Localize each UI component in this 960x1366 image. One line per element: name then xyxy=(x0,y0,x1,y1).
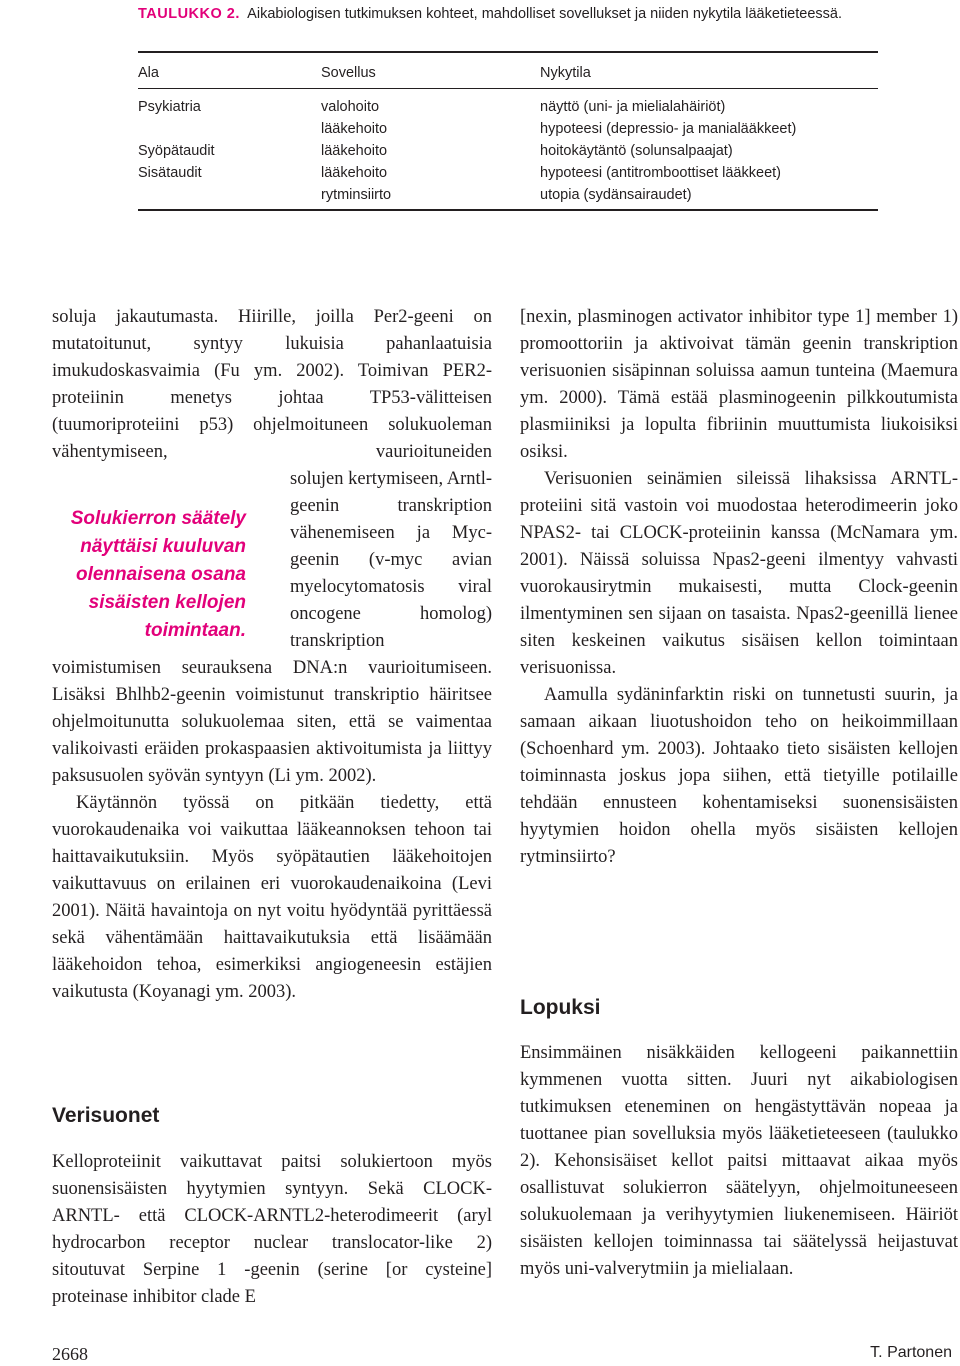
body-paragraph: Ensimmäinen nisäkkäiden kellogeeni paikannettiin kymmenen vuotta sitten. Juuri nyt aikabiologisen tutkimuksen eteneminen on hengästyttävän nopeaa ja tuottanee pian sovelluksia myös lääketieteeseen (taulukko 2). Kehonsisäiset kellot paitsi mittaavat aikaa myös osallistuvat solukierron säätelyyn, ohjelmoituneeseen solukuolemaan ja verihyytymien liukenemiseen. Häiriöt sisäisten kellojen toiminnassa tai säätelyssä heijastuvat myös uni-valverytmiin ja mielialaan. xyxy=(520,1043,958,1279)
table-cell: Psykiatria xyxy=(138,99,201,115)
body-paragraph: Kelloproteiinit vaikuttavat paitsi solukiertoon myös suonensisäisten hyytymien syntyyn. Sekä CLOCK-ARNTL- että CLOCK-ARNTL2-heterodimeerit (aryl hydrocarbon receptor nuclear translocator-like 2) sitoutuvat Serpine 1 -geenin (serine [or cysteine] proteinase inhibitor clade E xyxy=(52,1152,492,1307)
left-column-verisuonet xyxy=(52,1149,492,1311)
author-name: T. Partonen xyxy=(870,1344,952,1361)
section-heading-verisuonet: Verisuonet xyxy=(52,1104,160,1127)
body-paragraph: Aamulla sydäninfarktin riski on tunnetusti suurin, ja samaan aikaan liuotushoidon teho on heikoimmillaan (Schoenhard ym. 2003). Johtaako tieto sisäisten kellojen toiminnasta joskus jopa siihen, että tietyille potilaille tehdään ennusteen kohentamiseksi suonensisäisten hyytymien hoidon ohella myös sisäisten kellojen rytminsiirto? xyxy=(520,685,958,867)
body-paragraph: Verisuonien seinämien sileissä lihaksissa ARNTL-proteiini sitä vastoin voi muodostaa heterodimeerin joko NPAS2- tai CLOCK-proteiinin kanssa (McNamara ym. 2001). Näissä soluissa Npas2-geeni ilmentyy vahvasti vuorokausirytmin mukaisesti, mutta Clock-geenin ilmentyminen sen sijaan on tasaista. Npas2-geenillä lienee siten keskeinen vaikutus sisäisen kellon toimintaan verisuonissa. xyxy=(520,469,958,678)
table-header-rule xyxy=(138,88,878,89)
body-paragraph: soluja jakautumasta. Hiirille, joilla Per2-geeni on mutatoitunut, syntyy lukuisia pahanlaatuisia imukudoskasvaimia (Fu ym. 2002). Toimivan PER2-proteiinin menetys johtaa TP53-välitteisen (tuumoriproteiini p53) ohjelmoituneen solukuoleman vähentymiseen, vaurioituneiden xyxy=(52,307,492,462)
page-number: 2668 xyxy=(52,1344,88,1364)
table-cell: hypoteesi (depressio- ja manialääkkeet) xyxy=(540,121,797,137)
table-cell: Syöpätaudit xyxy=(138,143,215,159)
table-bottom-rule xyxy=(138,209,878,211)
table-cell: hoitokäytäntö (solunsalpaajat) xyxy=(540,143,733,159)
table-caption-label: TAULUKKO 2. xyxy=(138,6,240,22)
body-paragraph: voimistumisen seurauksena DNA:n vaurioitumiseen. Lisäksi Bhlhb2-geenin voimistunut transkriptio häiritsee ohjelmoitunutta solukuolemaa siten, että se vaimentaa valikoivasti eräiden prokaspaasien aktivoitumista ja liittyy paksusuolen syövän syntyyn (Li ym. 2002). xyxy=(52,658,492,786)
left-column-bottom xyxy=(52,655,492,1006)
section-heading-lopuksi: Lopuksi xyxy=(520,996,601,1019)
table-cell: Sisätaudit xyxy=(138,165,202,181)
table-top-rule xyxy=(138,51,878,53)
table-cell: lääkehoito xyxy=(321,165,388,181)
table-caption xyxy=(138,4,878,25)
right-column-top xyxy=(520,304,958,871)
left-column-top xyxy=(52,304,492,466)
table-cell: hypoteesi (antitromboottiset lääkkeet) xyxy=(540,165,781,181)
table-header-ala: Ala xyxy=(138,65,159,81)
table-cell: näyttö (uni- ja mielialahäiriöt) xyxy=(540,99,726,115)
table-cell: rytminsiirto xyxy=(321,187,392,203)
table-cell: utopia (sydänsairaudet) xyxy=(540,187,692,203)
pull-quote: Solukierron säätely näyttäisi kuuluvan olennaisena osana sisäisten kellojen toimintaan. xyxy=(70,508,246,641)
body-paragraph-wrapped: solujen kertymiseen, Arntl-geenin transkription vähenemiseen ja Myc-geenin (v-myc avian myelocytomatosis viral oncogene homolog) transkription xyxy=(290,469,492,651)
table-cell: lääkehoito xyxy=(321,143,388,159)
table-header-nykytila: Nykytila xyxy=(540,65,591,81)
table-caption-text: Aikabiologisen tutkimuksen kohteet, mahdolliset sovellukset ja niiden nykytila lääketieteessä. xyxy=(247,6,842,22)
right-column-lopuksi xyxy=(520,1040,958,1283)
table-cell: lääkehoito xyxy=(321,121,388,137)
body-paragraph: Käytännön työssä on pitkään tiedetty, että vuorokaudenaika voi vaikuttaa lääkeannoksen tehoon tai haittavaikutuksiin. Myös syöpätautien lääkehoitojen vaikuttavuus on erilainen eri vuorokaudenaikoina (Levi 2001). Näitä havaintoja on nyt voitu hyödyntää pyrittäessä sekä vähentämään haittavaikutuksia että lisäämään lääkehoidon tehoa, esimerkiksi angiogeneesin estäjien vaikutusta (Koyanagi ym. 2003). xyxy=(52,793,492,1002)
table-cell: valohoito xyxy=(321,99,380,115)
body-paragraph: [nexin, plasminogen activator inhibitor type 1] member 1) promoottoriin ja aktivoivat tämän geenin transkription verisuonien sisäpinnan soluissa aamun tunteina (Maemura ym. 2000). Tämä estää plasminogeenin pilkkoutumista plasmiiniksi ja lopulta fibriinin muuttumista liukoisiksi osiksi. xyxy=(520,307,958,462)
table-header-sovellus: Sovellus xyxy=(321,65,376,81)
